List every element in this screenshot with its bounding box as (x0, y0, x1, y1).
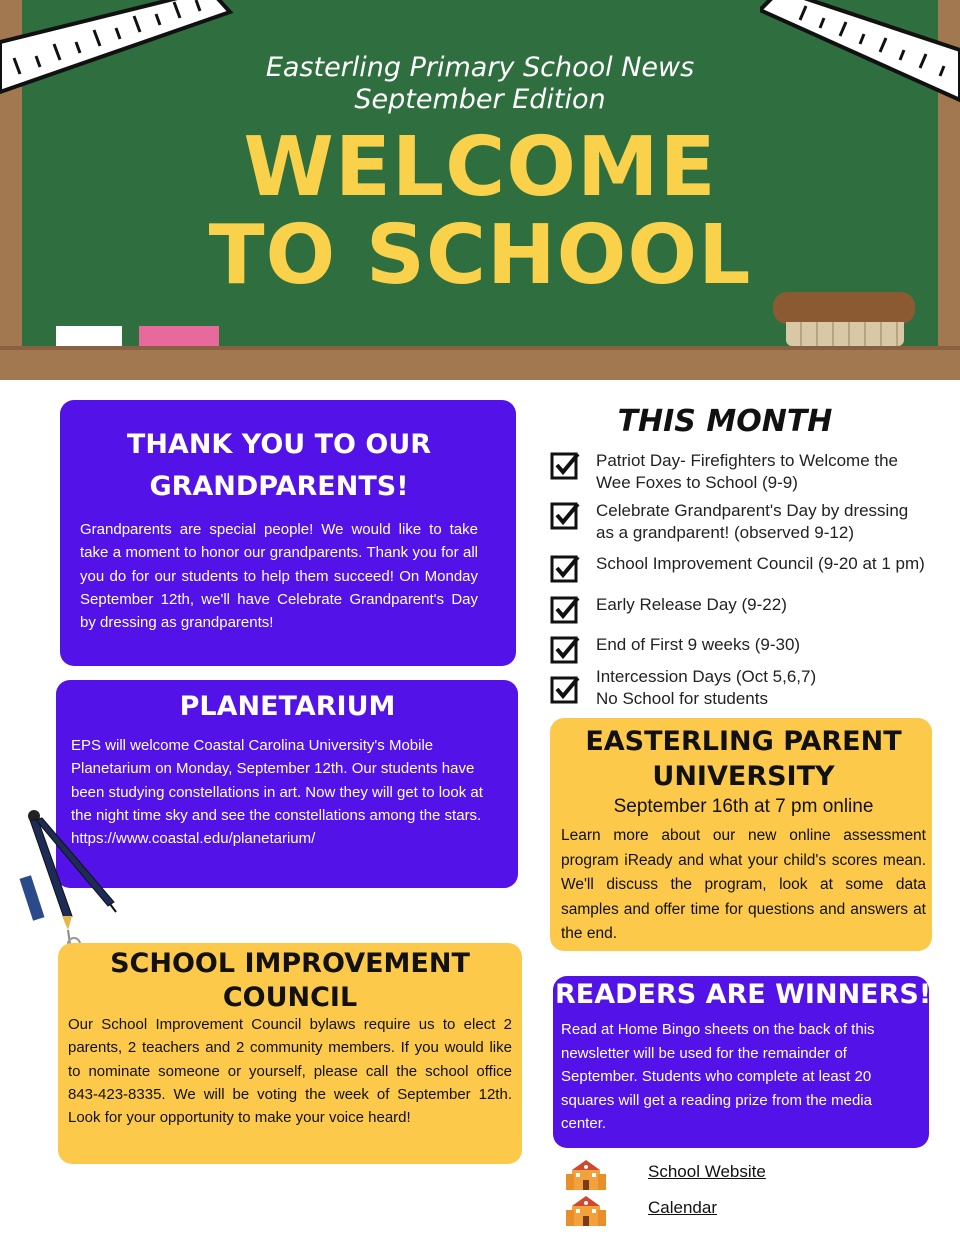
school-building-icon (566, 1158, 606, 1190)
newsletter-name: Easterling Primary School News (265, 52, 695, 83)
chalk-ledge (0, 346, 960, 380)
pink-chalk (139, 326, 219, 346)
school-website-link-row[interactable] (566, 1158, 866, 1192)
council-title-line1: SCHOOL IMPROVEMENT (110, 948, 470, 979)
readers-title: READERS ARE WINNERS! (555, 979, 932, 1010)
eraser-felt (786, 322, 904, 346)
event-text: Celebrate Grandparent's Day by dressing as a grandparent! (observed 9-12) (596, 501, 909, 542)
calendar-link-row[interactable] (566, 1194, 866, 1228)
grandparents-body: Grandparents are special people! We would like to take take a moment to honor our grandparents. Thank you for all you do for our students to help them succeed! On Monday September 12th, we'll have Celebrate Grandparent's Day by dressing as grandparents! (80, 521, 478, 632)
compass-icon (18, 806, 118, 952)
checkbox-checked-icon (550, 500, 580, 530)
welcome-title-line1: WELCOME (243, 120, 717, 215)
council-card (58, 943, 522, 1164)
parent-university-title-line2: UNIVERSITY (652, 761, 835, 792)
edition-label: September Edition (354, 84, 606, 115)
council-title-line2: COUNCIL (222, 982, 358, 1013)
checkbox-checked-icon (550, 450, 580, 480)
calendar-link[interactable]: Calendar (648, 1198, 717, 1217)
school-building-icon (566, 1194, 606, 1226)
parent-university-date: September 16th at 7 pm online (613, 796, 874, 817)
event-text: School Improvement Council (9-20 at 1 pm) (596, 554, 925, 573)
checkbox-checked-icon (550, 594, 580, 624)
checkbox-checked-icon (550, 674, 580, 704)
grandparents-title-line1: THANK YOU TO OUR (126, 429, 432, 460)
parent-university-title-line1: EASTERLING PARENT (585, 726, 902, 757)
white-chalk (56, 326, 122, 346)
planetarium-body: EPS will welcome Coastal Carolina University's Mobile Planetarium on Monday, September 12th. Our students have been studying constellations in art. Now they will get to look at the night time sky and see the constellations among the stars. https://www.coastal.edu/planetarium/ (71, 737, 483, 848)
parent-university-card (550, 718, 932, 951)
grandparents-card (60, 400, 516, 666)
readers-body: Read at Home Bingo sheets on the back of this newsletter will be used for the remainder of September. Students who complete at least 20 squares will get a reading prize from the media center. (561, 1021, 875, 1132)
council-body: Our School Improvement Council bylaws require us to elect 2 parents, 2 teachers and 2 community members. If you would like to nominate someone or yourself, please call the school office 843-423-8335. We will be voting the week of September 12th. Look for your opportunity to make your voice heard! (68, 1016, 512, 1127)
grandparents-title-line2: GRANDPARENTS! (149, 471, 409, 502)
school-website-link[interactable]: School Website (648, 1162, 766, 1181)
readers-card (553, 976, 932, 1148)
checkbox-checked-icon (550, 553, 580, 583)
planetarium-title: PLANETARIUM (179, 691, 396, 722)
welcome-title-line2: TO SCHOOL (208, 208, 752, 303)
checkbox-checked-icon (550, 634, 580, 664)
planetarium-card (56, 680, 518, 888)
event-text: End of First 9 weeks (9-30) (596, 635, 801, 654)
event-text: Patriot Day- Firefighters to Welcome the Wee Foxes to School (9-9) (596, 451, 899, 492)
this-month-title: THIS MONTH (617, 404, 833, 439)
event-text: Early Release Day (9-22) (596, 595, 787, 614)
event-text: Intercession Days (Oct 5,6,7) No School for students (596, 667, 817, 708)
parent-university-body: Learn more about our new online assessment program iReady and what your child's scores mean. We'll discuss the program, look at some data samples and offer time for questions and answers at the end. (561, 827, 926, 942)
